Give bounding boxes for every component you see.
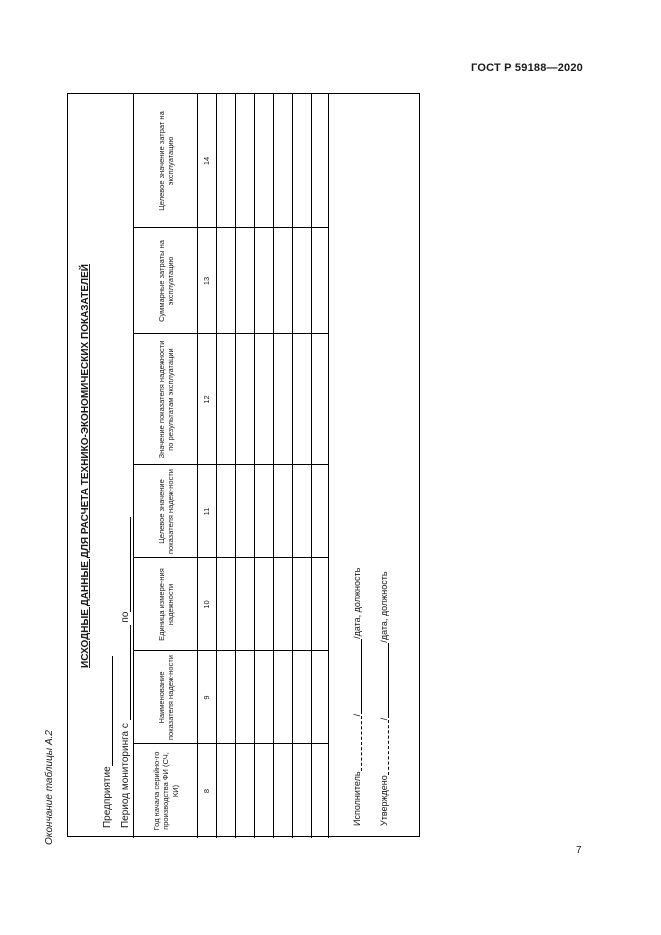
- rotated-form: [68, 94, 421, 838]
- approved-sign-line[interactable]: [378, 643, 389, 718]
- col-header-8: Год начала серийно-го производства ФИ (СЧ, КИ): [151, 751, 180, 831]
- executor-name-line[interactable]: [351, 716, 362, 771]
- col-number-9: 9: [202, 695, 211, 700]
- standard-header: ГОСТ Р 59188—2020: [471, 62, 583, 74]
- enterprise-field: [102, 656, 113, 828]
- col-header-13: Суммарные затраты на эксплуатацию: [156, 240, 175, 322]
- col-number-10: 10: [202, 600, 211, 609]
- col-header-10: Единица измере-ния надежности: [156, 568, 175, 641]
- col-number-8: 8: [202, 788, 211, 794]
- col-number-13: 13: [202, 276, 211, 286]
- col-header-9: Наименование показателя надеж-ности: [156, 655, 175, 740]
- approved-name-line[interactable]: [378, 720, 389, 775]
- col-number-12: 12: [202, 395, 211, 404]
- period-from-line[interactable]: [120, 625, 131, 720]
- enterprise-label: Предприятие: [102, 766, 113, 828]
- page-number: 7: [576, 845, 582, 856]
- executor-suffix: /дата, должность: [352, 567, 362, 639]
- period-to-label: по: [120, 611, 131, 623]
- col-number-14: 14: [202, 156, 211, 166]
- col-header-11: Целевое значение показателя надеж-ности: [156, 469, 175, 554]
- period-to-line[interactable]: [120, 517, 131, 612]
- form-title: ИСХОДНЫЕ ДАННЫЕ ДЛЯ РАСЧЕТА ТЕХНИКО-ЭКОНОМИЧЕСКИХ ПОКАЗАТЕЛЕЙ: [80, 264, 91, 668]
- executor-sign-line[interactable]: [351, 639, 362, 714]
- col-number-11: 11: [202, 507, 211, 516]
- form-frame: [67, 93, 420, 837]
- col-header-14: Целевое значение затрат на эксплуатацию: [156, 111, 175, 211]
- enterprise-input-line[interactable]: [102, 656, 113, 766]
- executor-line: Исполнитель//дата, должность: [352, 567, 362, 826]
- data-table: [133, 94, 329, 838]
- executor-label: Исполнитель: [352, 771, 362, 826]
- period-field: [120, 517, 131, 828]
- approved-line: Утверждено//дата, должность: [379, 571, 389, 826]
- approved-suffix: /дата, должность: [379, 571, 389, 643]
- approved-label: Утверждено: [379, 775, 389, 826]
- table-caption: Окончание таблицы А.2: [44, 730, 55, 845]
- col-header-12: Значение показателя надежности по результатам эксплуатации: [156, 340, 175, 459]
- period-label: Период мониторинга с: [120, 723, 131, 828]
